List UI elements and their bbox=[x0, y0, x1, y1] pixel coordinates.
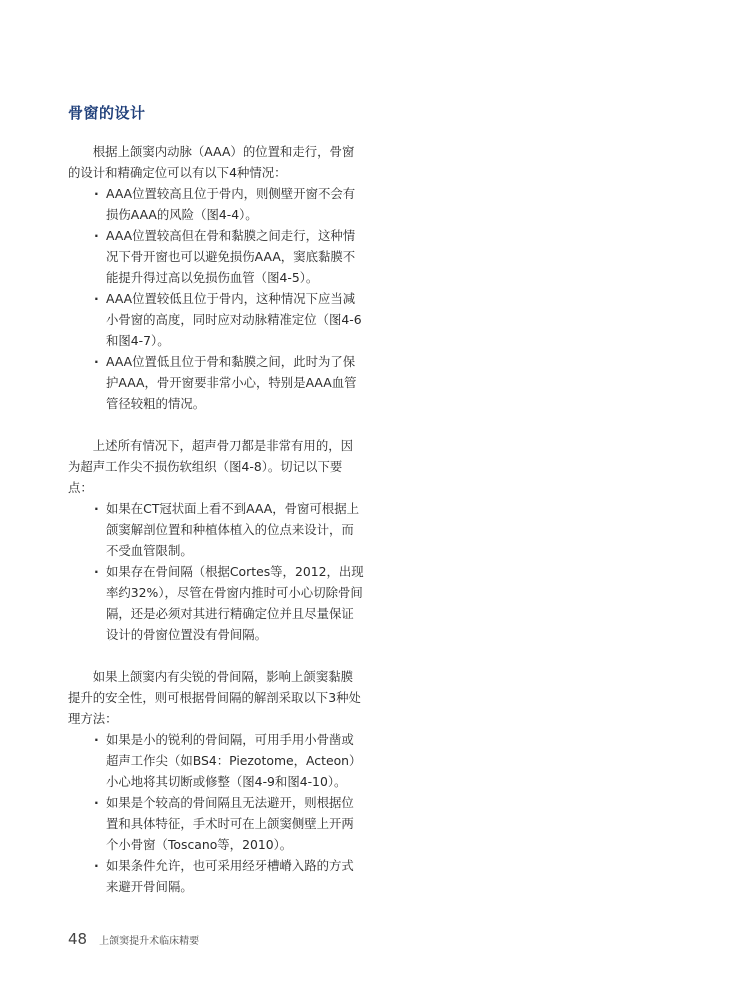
bullet-item: · AAA位置较高且位于骨内，则侧壁开窗不会有损伤AAA的风险（图4-4）。 bbox=[94, 183, 364, 225]
paragraph-intro: 根据上颌窦内动脉（AAA）的位置和走行，骨窗的设计和精确定位可以有以下4种情况： bbox=[68, 144, 355, 180]
bullet-list bbox=[68, 498, 364, 645]
page-number: 48 bbox=[68, 930, 88, 948]
paragraph-block-2 bbox=[68, 435, 364, 645]
bullet-item: · 如果条件允许，也可采用经牙槽嵴入路的方式来避开骨间隔。 bbox=[94, 855, 364, 897]
bullet-list bbox=[68, 183, 364, 414]
bullet-item: · AAA位置较低且位于骨内，这种情况下应当减小骨窗的高度，同时应对动脉精准定位（图4-6和图4-7）。 bbox=[94, 288, 364, 351]
bullet-item: · AAA位置低且位于骨和黏膜之间，此时为了保护AAA，骨开窗要非常小心，特别是AAA血管管径较粗的情况。 bbox=[94, 351, 364, 414]
bullet-item: · AAA位置较高但在骨和黏膜之间走行，这种情况下骨开窗也可以避免损伤AAA，窦底黏膜不能提升得过高以免损伤血管（图4-5）。 bbox=[94, 225, 364, 288]
bullet-list bbox=[68, 729, 364, 897]
paragraph-block-3 bbox=[68, 666, 364, 897]
paragraph-intro: 如果上颌窦内有尖锐的骨间隔，影响上颌窦黏膜提升的安全性，则可根据骨间隔的解剖采取以下3种处理方法： bbox=[68, 669, 361, 726]
bullet-item: · 如果是个较高的骨间隔且无法避开，则根据位置和具体特征，手术时可在上颌窦侧壁上开两个小骨窗（Toscano等，2010）。 bbox=[94, 792, 364, 855]
paragraph-block-1 bbox=[68, 141, 364, 414]
running-title: 上颌窦提升术临床精要 bbox=[99, 936, 200, 947]
bullet-item: · 如果在CT冠状面上看不到AAA，骨窗可根据上颌窦解剖位置和种植体植入的位点来设计，而不受血管限制。 bbox=[94, 498, 364, 561]
paragraph-intro: 上述所有情况下，超声骨刀都是非常有用的，因为超声工作尖不损伤软组织（图4-8）。切记以下要点： bbox=[68, 438, 353, 495]
bullet-item: · 如果是小的锐利的骨间隔，可用手用小骨凿或超声工作尖（如BS4：Piezotome，Acteon）小心地将其切断或修整（图4-9和图4-10）。 bbox=[94, 729, 364, 792]
body-text bbox=[68, 141, 364, 918]
bullet-item: · 如果存在骨间隔（根据Cortes等，2012，出现率约32%），尽管在骨窗内推时可小心切除骨间隔，还是必须对其进行精确定位并且尽量保证设计的骨窗位置没有骨间隔。 bbox=[94, 561, 364, 645]
page-footer bbox=[68, 930, 199, 948]
section-heading: 骨窗的设计 bbox=[68, 104, 146, 122]
